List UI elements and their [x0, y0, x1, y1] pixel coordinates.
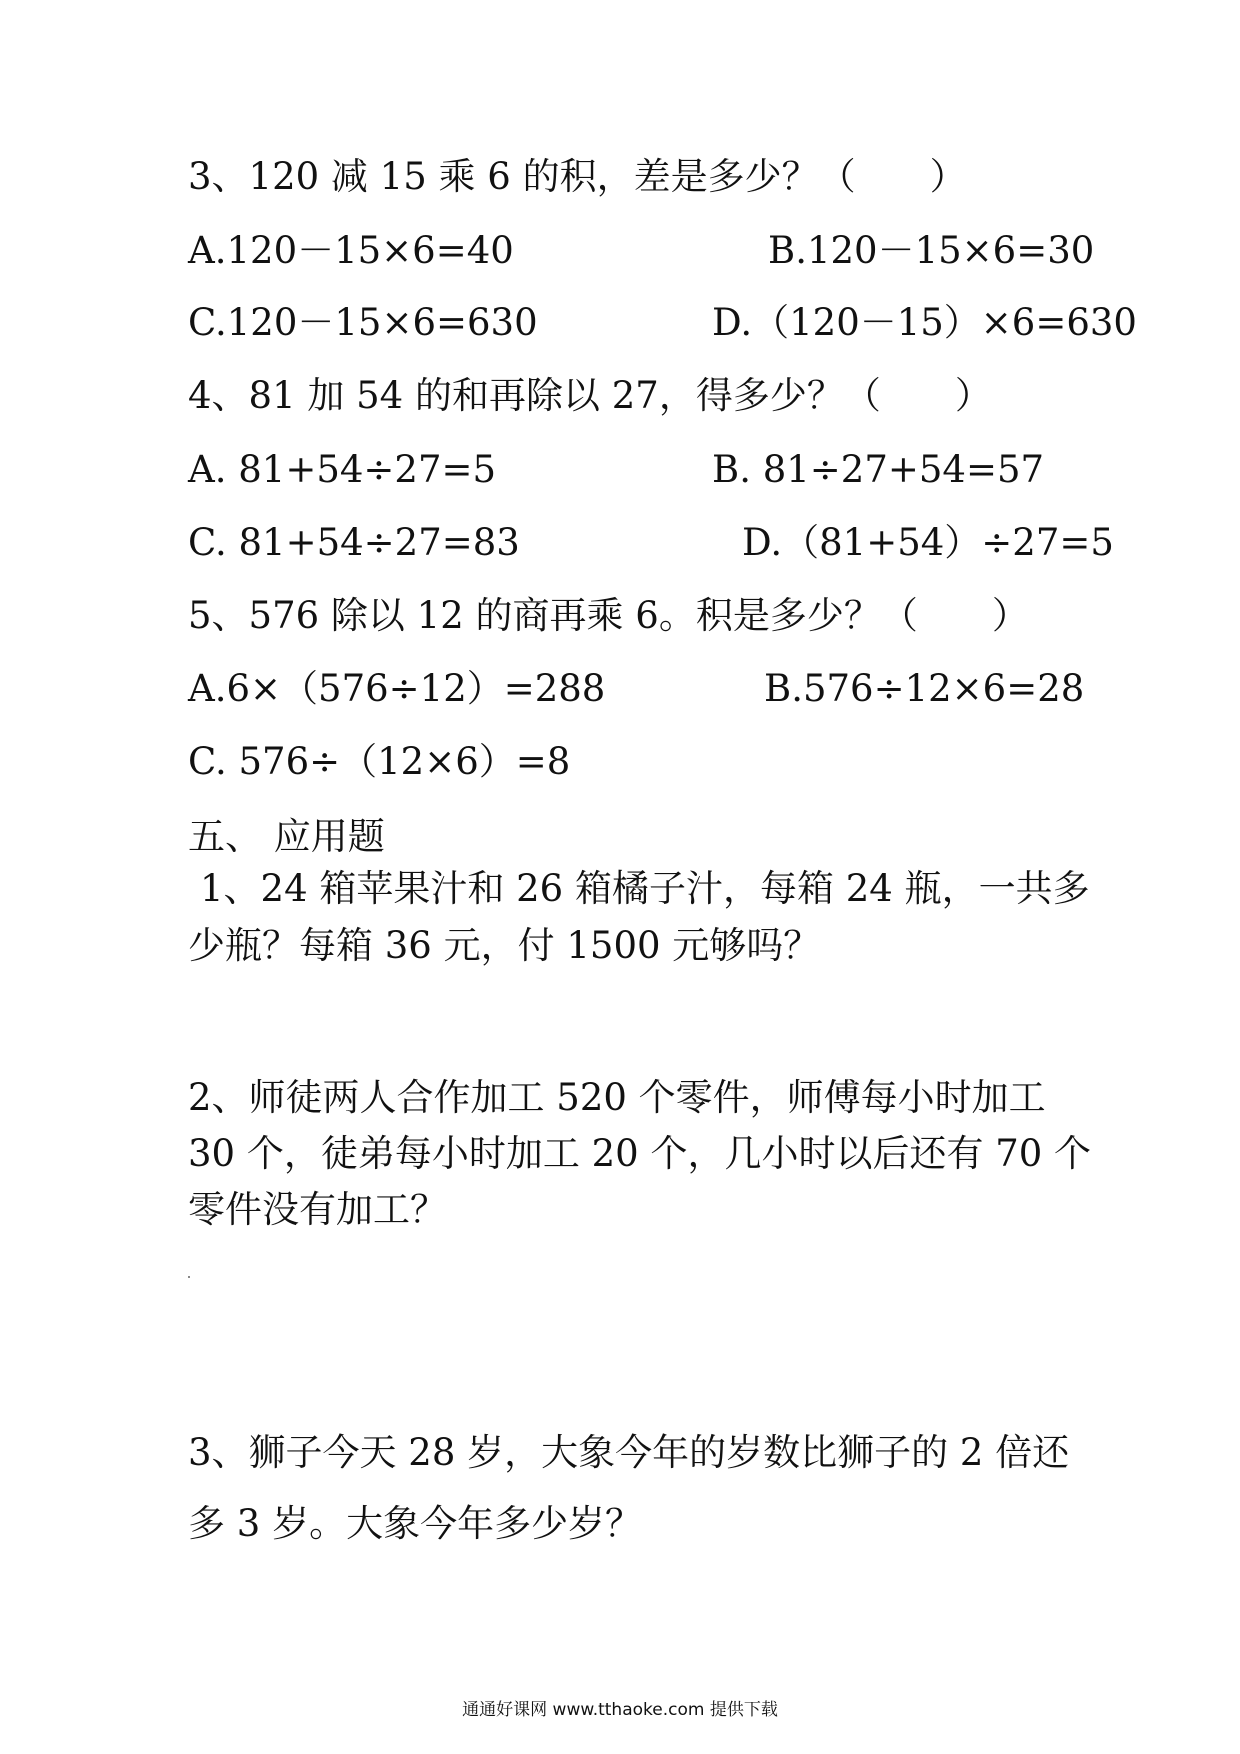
question-4-option-c: C. 81+54÷27=83 [188, 521, 520, 564]
problem-2-line-3: 零件没有加工？ [188, 1188, 447, 1231]
question-3-option-b: B.120－15×6=30 [768, 229, 1095, 272]
question-5-option-b: B.576÷12×6=28 [764, 667, 1085, 710]
scan-speck [188, 1276, 190, 1278]
problem-2-line-1: 2、师徒两人合作加工 520 个零件，师傅每小时加工 [188, 1076, 1046, 1119]
question-5-option-c: C. 576÷（12×6）=8 [188, 740, 571, 783]
question-4-option-d: D.（81+54）÷27=5 [742, 521, 1114, 564]
question-3-option-d: D.（120－15）×6=630 [712, 301, 1137, 344]
question-4-option-b: B. 81÷27+54=57 [712, 448, 1045, 491]
problem-3-line-1: 3、狮子今天 28 岁，大象今年的岁数比狮子的 2 倍还 [188, 1431, 1070, 1474]
problem-1-line-2: 少瓶？每箱 36 元，付 1500 元够吗？ [188, 924, 821, 967]
problem-3-line-2: 多 3 岁。大象今年多少岁？ [188, 1502, 643, 1545]
question-5-stem: 5、576 除以 12 的商再乘 6。积是多少？（ ） [188, 594, 1029, 637]
question-4-option-a: A. 81+54÷27=5 [188, 448, 497, 491]
question-3-stem: 3、120 减 15 乘 6 的积，差是多少？（ ） [188, 155, 967, 198]
problem-2-line-2: 30 个，徒弟每小时加工 20 个，几小时以后还有 70 个 [188, 1132, 1092, 1175]
problem-1-line-1: 1、24 箱苹果汁和 26 箱橘子汁，每箱 24 瓶，一共多 [200, 867, 1090, 910]
question-3-option-a: A.120－15×6=40 [188, 229, 514, 272]
question-3-option-c: C.120－15×6=630 [188, 301, 538, 344]
footer-source: 通通好课网 www.tthaoke.com 提供下载 [462, 1700, 778, 1720]
section-five-heading: 五、 应用题 [188, 815, 385, 858]
question-4-stem: 4、81 加 54 的和再除以 27，得多少？（ ） [188, 374, 992, 417]
question-5-option-a: A.6×（576÷12）=288 [188, 667, 606, 710]
